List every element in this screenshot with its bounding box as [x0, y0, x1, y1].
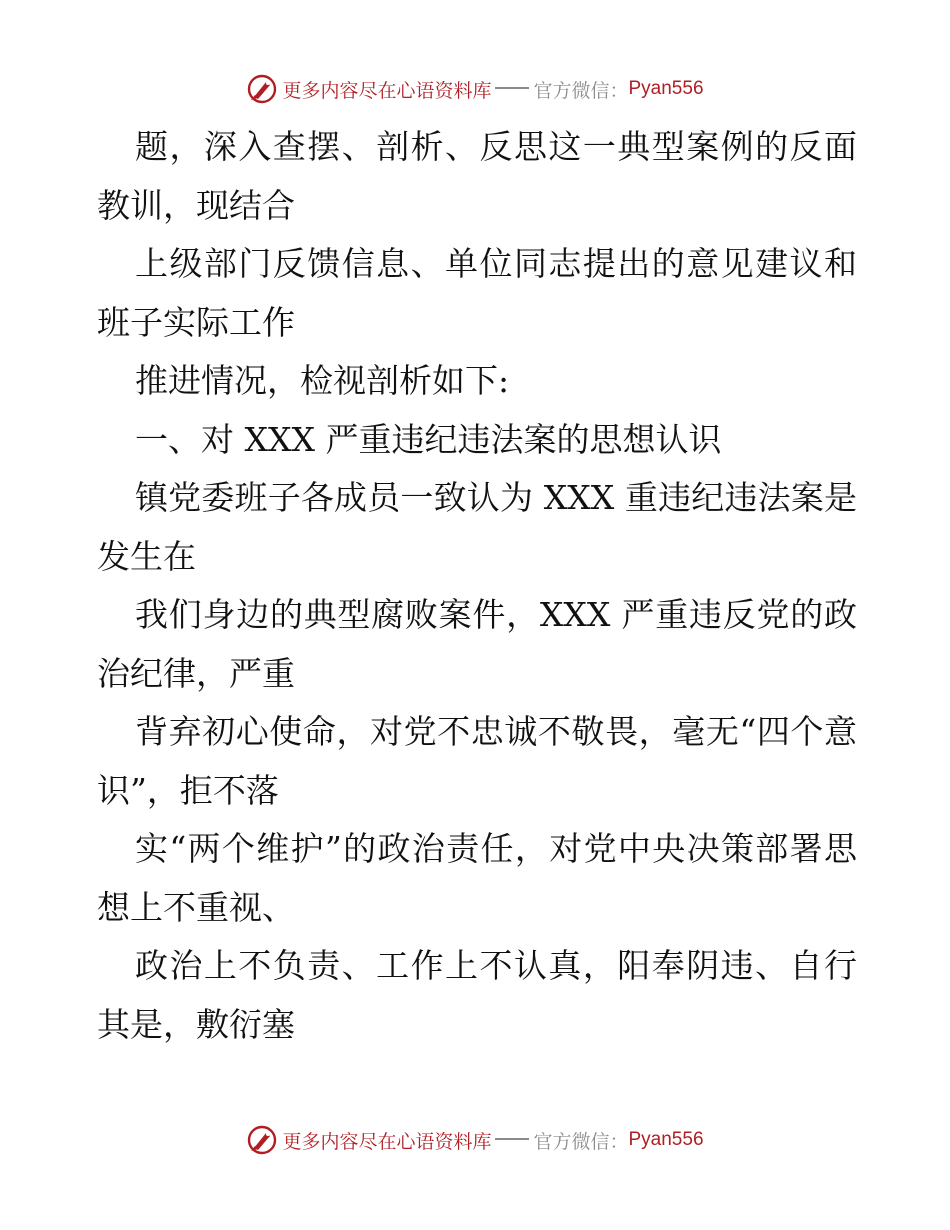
paragraph: 推进情况，检视剖析如下: [135, 361, 510, 400]
footer-watermark [0, 1124, 950, 1156]
document-body [97, 118, 857, 1054]
section-heading: 一、对 XXX 严重违纪违法案的思想认识 [135, 419, 722, 459]
watermark-brand: 更多内容尽在心语资料库 [282, 1130, 492, 1153]
watermark-brand: 更多内容尽在心语资料库 [282, 79, 492, 102]
paragraph: 政治上不负责、工作上不认真，阳奉阴违、自行其是，敷衍塞 [97, 946, 857, 1044]
watermark-label: 官方微信： [533, 1130, 629, 1153]
watermark-wechat-id: Pyan556 [628, 78, 704, 99]
header-watermark [0, 73, 950, 105]
watermark-wechat-id: Pyan556 [628, 1129, 704, 1150]
paragraph: 上级部门反馈信息、单位同志提出的意见建议和班子实际工作 [97, 244, 857, 342]
paragraph: 镇党委班子各成员一致认为 XXX 重违纪违法案是发生在 [97, 478, 857, 576]
paragraph: 我们身边的典型腐败案件，XXX 严重违反党的政治纪律，严重 [97, 595, 857, 693]
paragraph: 背弃初心使命，对党不忠诚不敬畏，毫无“四个意识”，拒不落 [97, 712, 857, 810]
paragraph: 实“两个维护”的政治责任，对党中央决策部署思想上不重视、 [97, 829, 857, 927]
watermark-dash [495, 1138, 529, 1140]
pen-logo-icon [246, 73, 278, 105]
paragraph: 题，深入查摆、剖析、反思这一典型案例的反面教训，现结合 [97, 127, 857, 225]
watermark-dash [495, 87, 529, 89]
pen-logo-icon [246, 1124, 278, 1156]
watermark-label: 官方微信： [533, 79, 629, 102]
